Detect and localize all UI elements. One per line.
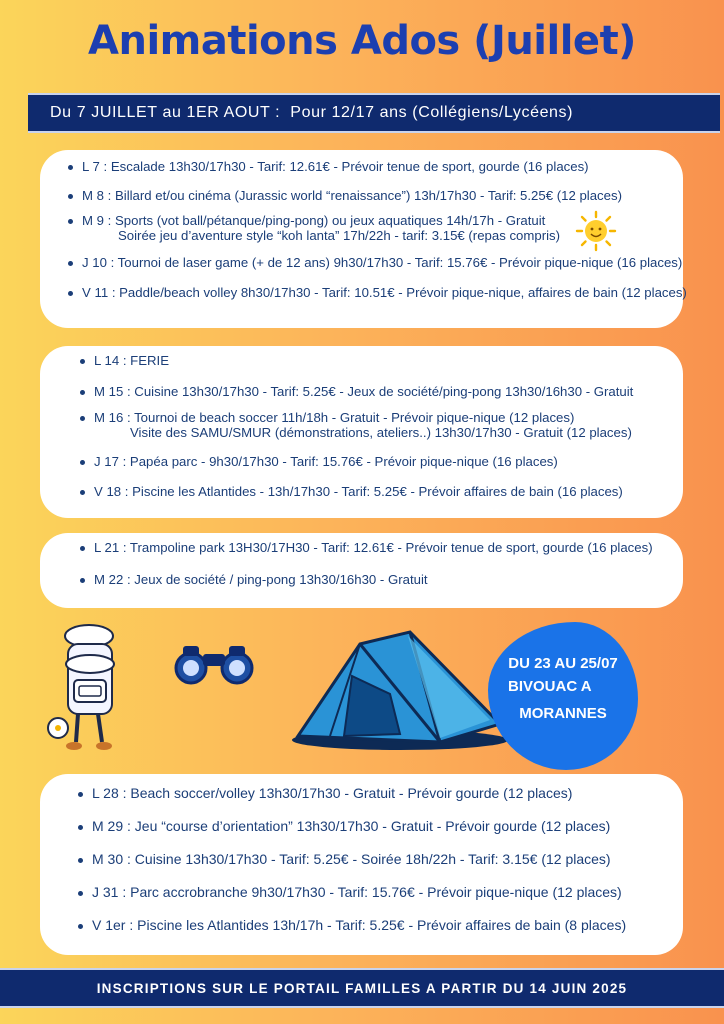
bivouac-text: DU 23 AU 25/07 BIVOUAC A MORANNES [508,655,618,722]
list-item: J 17 : Papéa parc - 9h30/17h30 - Tarif: 15.76€ - Prévoir pique-nique (16 places) [80,454,673,469]
list-item: L 14 : FERIE [80,353,673,368]
binoculars-icon [173,640,255,688]
period-banner [28,93,720,133]
list-item: V 11 : Paddle/beach volley 8h30/17h30 - Tarif: 10.51€ - Prévoir pique-nique, affaires de bain (12 places) [68,285,673,300]
list-item: M 16 : Tournoi de beach soccer 11h/18h - Gratuit - Prévoir pique-nique (12 places) Visite des SAMU/SMUR (démonstrations, ateliers..) 13h30/17h30 - Gratuit (12 places) [80,410,673,440]
list-item: M 30 : Cuisine 13h30/17h30 - Tarif: 5.25€ - Soirée 18h/22h - Tarif: 3.15€ (12 places) [78,852,673,867]
page-title: Animations Ados (Juillet) [88,18,636,64]
period-banner-text: Du 7 JUILLET au 1ER AOUT : Pour 12/17 ans (Collégiens/Lycéens) [50,104,574,121]
week-4-card [40,774,683,955]
list-item: V 1er : Piscine les Atlantides 13h/17h - Tarif: 5.25€ - Prévoir affaires de bain (8 places) [78,918,673,933]
sun-icon [575,210,617,252]
list-item: M 29 : Jeu “course d’orientation” 13h30/17h30 - Gratuit - Prévoir gourde (12 places) [78,819,673,834]
registration-banner [0,968,724,1008]
week-3-card [40,533,683,608]
list-item: L 21 : Trampoline park 13H30/17H30 - Tarif: 12.61€ - Prévoir tenue de sport, gourde (16 places) [80,540,673,555]
week-2-card [40,346,683,518]
list-item: J 31 : Parc accrobranche 9h30/17h30 - Tarif: 15.76€ - Prévoir pique-nique (12 places) [78,885,673,900]
list-item: V 18 : Piscine les Atlantides - 13h/17h30 - Tarif: 5.25€ - Prévoir affaires de bain (16 places) [80,484,673,499]
list-item: M 8 : Billard et/ou cinéma (Jurassic world “renaissance”) 13h/17h30 - Tarif: 5.25€ (12 places) [68,188,673,203]
list-item: L 7 : Escalade 13h30/17h30 - Tarif: 12.61€ - Prévoir tenue de sport, gourde (16 places) [68,159,673,174]
list-item: M 15 : Cuisine 13h30/17h30 - Tarif: 5.25€ - Jeux de société/ping-pong 13h30/16h30 - Gratuit [80,384,673,399]
list-item: M 9 : Sports (vot ball/pétanque/ping-pong) ou jeux aquatiques 14h/17h - Gratuit Soirée jeu d’aventure style “koh lanta” 17h/22h - tarif: 3.15€ (repas compris) [68,213,673,243]
backpack-icon [44,618,134,758]
list-item: L 28 : Beach soccer/volley 13h30/17h30 - Gratuit - Prévoir gourde (12 places) [78,786,673,801]
registration-text: INSCRIPTIONS SUR LE PORTAIL FAMILLES A PARTIR DU 14 JUIN 2025 [96,980,628,996]
list-item: J 10 : Tournoi de laser game (+ de 12 ans) 9h30/17h30 - Tarif: 15.76€ - Prévoir pique-nique (16 places) [68,255,673,270]
tent-icon [290,624,512,752]
list-item: M 22 : Jeux de société / ping-pong 13h30/16h30 - Gratuit [80,572,673,587]
